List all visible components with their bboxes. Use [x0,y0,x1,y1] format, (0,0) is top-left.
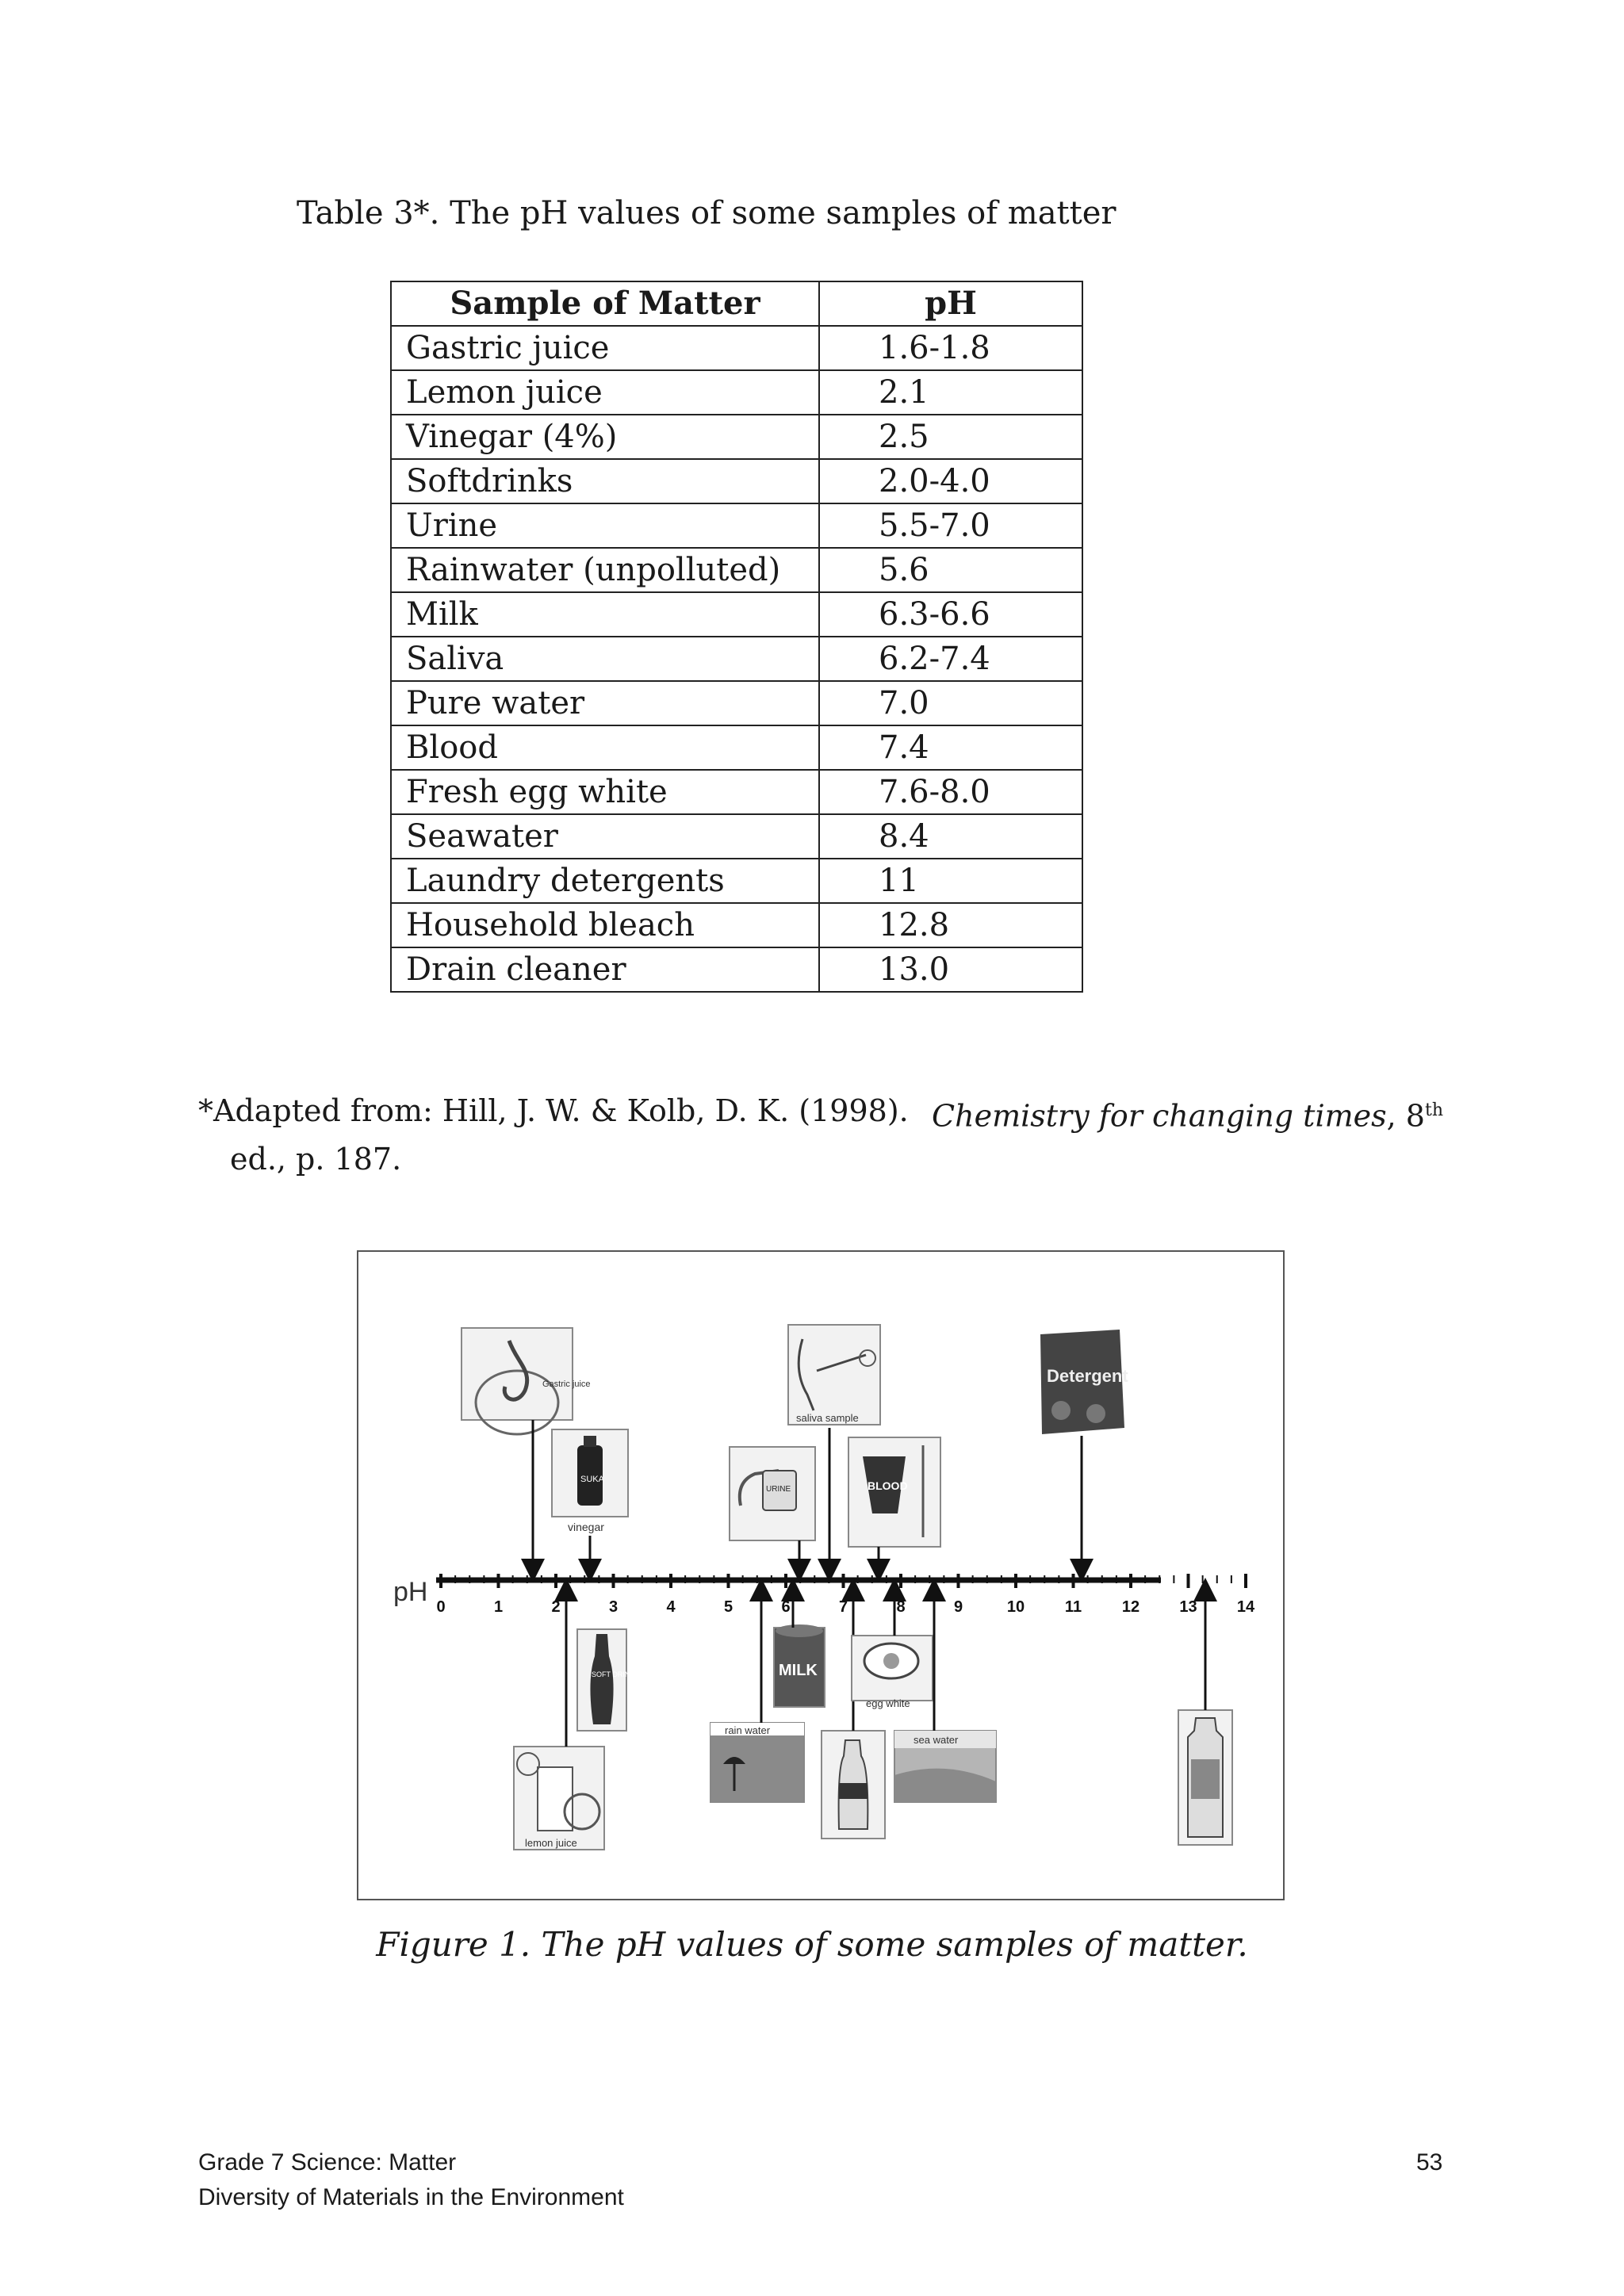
sample-cell: Fresh egg white [391,770,819,814]
ph-cell: 1.6-1.8 [819,326,1082,370]
table-row [391,592,1082,637]
source-edition-sup: th [1424,1100,1443,1120]
ph-table [390,281,1083,993]
axis-tick-label: 7 [838,1598,848,1616]
source-title: Chemistry for changing times [932,1098,1387,1134]
softdrink-picture [577,1629,634,1731]
ph-cell: 2.0-4.0 [819,459,1082,503]
source-edition: , 8 [1386,1098,1425,1134]
table-row [391,370,1082,415]
vinegar-picture [552,1429,628,1533]
table-row [391,947,1082,992]
table-row [391,725,1082,770]
softdrink-label: SOFT DRINK [592,1670,635,1678]
axis-tick-label: 3 [608,1598,619,1616]
ph-cell: 7.0 [819,681,1082,725]
saliva-label: saliva sample [796,1412,859,1424]
sample-cell: Household bleach [391,903,819,947]
axis-tick-label: 4 [666,1598,676,1616]
footer-left [198,2145,624,2215]
table-body [391,326,1082,992]
header-sample: Sample of Matter [391,281,819,326]
rain-label: rain water [725,1724,771,1736]
axis-tick-label: 8 [896,1598,906,1616]
sample-cell: Vinegar (4%) [391,415,819,459]
axis-tick-label: 14 [1236,1598,1255,1616]
sample-cell: Rainwater (unpolluted) [391,548,819,592]
table-row [391,859,1082,903]
suka-label: SUKA [580,1475,604,1484]
axis-tick-label: 12 [1121,1598,1140,1616]
blood-picture [848,1437,940,1547]
sample-cell: Laundry detergents [391,859,819,903]
table-row [391,326,1082,370]
source-line2: ed., p. 187. [230,1141,402,1177]
table-row [391,770,1082,814]
footer-unit: Diversity of Materials in the Environment [198,2184,624,2210]
sample-cell: Lemon juice [391,370,819,415]
ph-cell: 12.8 [819,903,1082,947]
pure-water-picture [822,1731,885,1839]
header-ph: pH [819,281,1082,326]
page-number: 53 [1416,2149,1443,2175]
axis-tick-label: 10 [1006,1598,1025,1616]
source-note [198,1089,1443,1181]
ph-cell: 5.5-7.0 [819,503,1082,548]
table-row [391,903,1082,947]
egg-label: egg white [866,1697,910,1709]
table-row [391,637,1082,681]
sample-cell: Softdrinks [391,459,819,503]
lemon-label: lemon juice [525,1837,577,1849]
sea-label: sea water [914,1734,959,1746]
detergent-label: Detergent [1047,1366,1128,1386]
axis-tick-label: 13 [1179,1598,1197,1616]
ph-cell: 8.4 [819,814,1082,859]
sample-cell: Urine [391,503,819,548]
sample-cell: Blood [391,725,819,770]
ph-cell: 13.0 [819,947,1082,992]
sample-cell: Seawater [391,814,819,859]
footer-course: Grade 7 Science: Matter [198,2149,457,2175]
axis-tick-label: 1 [493,1598,504,1616]
drain-cleaner-picture [1178,1710,1232,1845]
ph-scale-figure [357,1250,1285,1900]
axis-tick-label: 2 [551,1598,561,1616]
ph-cell: 7.4 [819,725,1082,770]
blood-label: BLOOD [868,1479,908,1492]
axis-tick-label: 5 [723,1598,733,1616]
table-row [391,814,1082,859]
figure-caption: Figure 1. The pH values of some samples of matter. [376,1925,1248,1964]
ph-cell: 2.1 [819,370,1082,415]
axis-tick-label: 11 [1064,1598,1082,1616]
table-row [391,459,1082,503]
ph-cell: 2.5 [819,415,1082,459]
urine-label: URINE [766,1485,791,1494]
rain-water-picture [710,1723,804,1802]
source-prefix: *Adapted from: Hill, J. W. & Kolb, D. K. (1998). [198,1093,909,1128]
sample-cell: Saliva [391,637,819,681]
table-row [391,548,1082,592]
gastric-juice-picture [462,1328,591,1434]
axis-tick-label: 9 [953,1598,963,1616]
sample-cell: Drain cleaner [391,947,819,992]
saliva-picture [788,1325,880,1425]
ph-cell: 11 [819,859,1082,903]
ph-cell: 6.3-6.6 [819,592,1082,637]
lemon-juice-picture [514,1747,604,1850]
axis-tick-label: 6 [781,1598,791,1616]
detergent-picture [1040,1330,1128,1434]
table-row [391,681,1082,725]
sample-cell: Gastric juice [391,326,819,370]
urine-picture [730,1447,815,1540]
ph-cell: 7.6-8.0 [819,770,1082,814]
sample-cell: Milk [391,592,819,637]
gastric-label: Gastric juice [542,1380,591,1389]
sample-cell: Pure water [391,681,819,725]
milk-picture [774,1624,825,1707]
axis-label: pH [393,1577,428,1607]
table-row [391,503,1082,548]
ph-cell: 5.6 [819,548,1082,592]
egg-white-picture [852,1636,933,1709]
axis-tick-label: 0 [436,1598,446,1616]
ph-scale-diagram [358,1252,1283,1899]
sea-water-picture [894,1731,996,1802]
vinegar-label: vinegar [568,1521,604,1533]
ph-cell: 6.2-7.4 [819,637,1082,681]
table-caption: Table 3*. The pH values of some samples of matter [297,195,1116,232]
table-header-row [391,281,1082,326]
milk-label: MILK [779,1662,818,1679]
table-row [391,415,1082,459]
